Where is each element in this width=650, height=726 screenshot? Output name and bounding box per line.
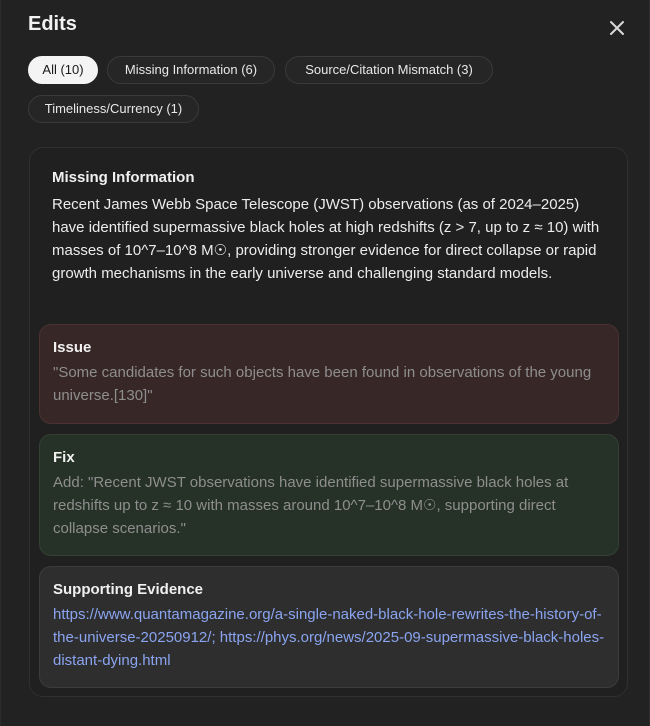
dialog-title: Edits [28,13,77,35]
filter-chip-timeliness-currency[interactable]: Timeliness/Currency (1) [28,95,199,123]
evidence-link-quantamagazine[interactable]: https://www.quantamagazine.org/a-single-naked-black-hole-rewrites-the-history-of-the-universe-20250912/ [53,606,602,646]
supporting-evidence-heading: Supporting Evidence [53,581,204,598]
fix-heading: Fix [53,449,75,466]
issue-box [39,324,619,424]
issue-heading: Issue [53,339,92,356]
close-button[interactable] [605,16,629,40]
supporting-evidence-box [39,566,619,688]
edit-description: Recent James Webb Space Telescope (JWST) observations (as of 2024–2025) have identified supermassive black holes at high redshifts (z > 7, up to z ≈ 10) with masses of 10^7–10^8 M☉, providing stronger evidence for direct collapse or rapid growth mechanisms in the early universe and challenging standard models. [52,196,600,282]
filter-chip-missing-information[interactable]: Missing Information (6) [107,56,275,84]
close-icon [605,16,629,40]
fix-box [39,434,619,556]
evidence-link-physorg[interactable]: https://phys.org/news/2025-09-supermassive-black-holes-distant-dying.html [53,629,605,669]
supporting-evidence-links [53,603,605,672]
edit-card [29,147,628,697]
issue-text: "Some candidates for such objects have been found in observations of the young universe.[130]" [53,364,592,404]
fix-text: Add: "Recent JWST observations have identified supermassive black holes at redshifts up to z ≈ 10 with masses around 10^7–10^8 M☉, supporting direct collapse scenarios." [53,474,569,537]
filter-chip-source-citation-mismatch[interactable]: Source/Citation Mismatch (3) [285,56,493,84]
filter-chip-all[interactable]: All (10) [28,56,98,84]
evidence-link-separator: ; [211,629,220,646]
edit-category-heading: Missing Information [52,169,195,186]
